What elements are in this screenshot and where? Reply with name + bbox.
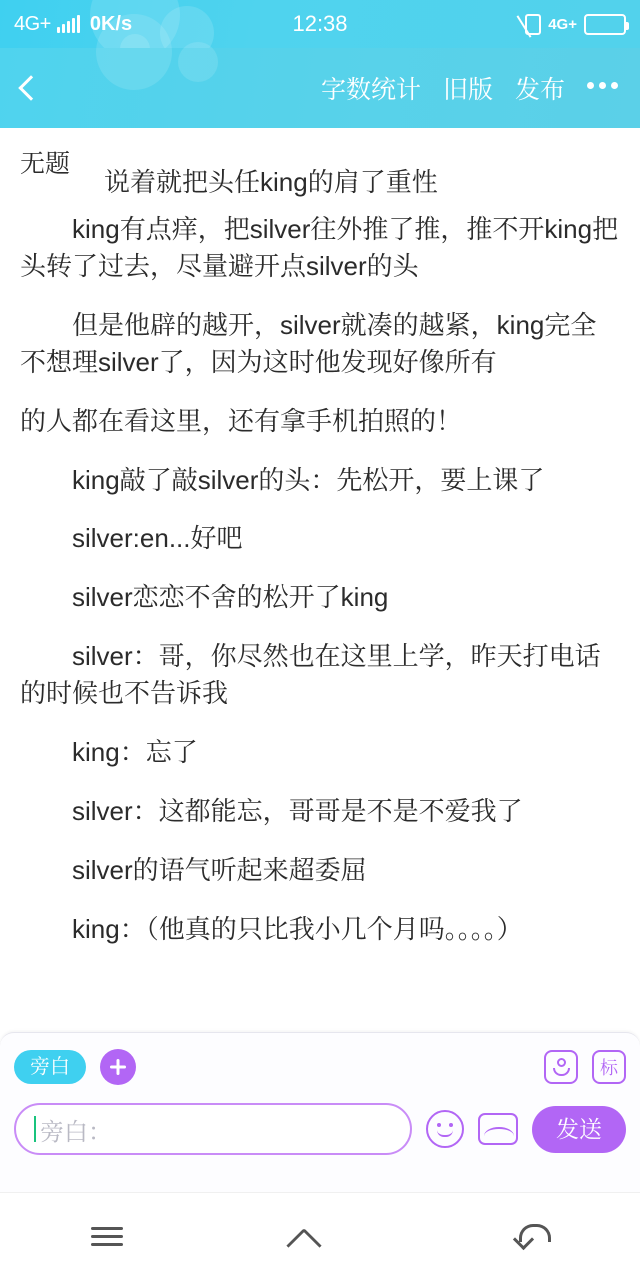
person-card-icon[interactable]: [544, 1050, 578, 1084]
paragraph: king：忘了: [72, 737, 198, 768]
send-button[interactable]: 发送: [532, 1106, 626, 1153]
document-body[interactable]: [0, 128, 640, 1016]
paragraph: silver的语气听起来超委屈: [72, 854, 367, 885]
clipped-paragraph: [20, 167, 620, 205]
clock-label: 12:38: [292, 11, 348, 36]
publish-action[interactable]: 发布: [514, 76, 565, 104]
home-icon[interactable]: [304, 1226, 334, 1248]
menu-icon[interactable]: [91, 1222, 123, 1251]
paragraph: silver：这都能忘，哥哥是不是不爱我了: [72, 795, 523, 826]
paragraph: king：（他真的只比我小几个月吗。。。。）: [72, 913, 523, 944]
editor-input-row: [14, 1103, 626, 1155]
paragraph: silver:en...好吧: [72, 523, 243, 554]
more-dots-icon[interactable]: [587, 82, 618, 95]
paragraph: silver：哥，你尽然也在这里上学，昨天打电话的时候也不告诉我: [20, 641, 601, 709]
decorative-bubble: [178, 42, 218, 82]
narration-chip[interactable]: 旁白: [14, 1050, 86, 1084]
smiley-face-icon[interactable]: [426, 1110, 464, 1148]
network-type-label: 4G+: [14, 12, 51, 35]
paragraph: 的人都在看这里，还有拿手机拍照的！: [20, 405, 463, 436]
tag-button[interactable]: 标: [592, 1050, 626, 1084]
network-speed-label: 0K/s: [89, 12, 133, 35]
network-badge-label: 4G+: [548, 15, 577, 33]
phone-mute-icon: [525, 14, 541, 35]
text-caret: [34, 1116, 36, 1142]
editor-toolbar-right: [544, 1050, 626, 1084]
back-arrow-icon[interactable]: [515, 1224, 549, 1250]
status-right-group: [525, 14, 626, 35]
app-bar-actions: [321, 70, 640, 106]
status-bar: [0, 0, 640, 48]
document-title: 无题: [20, 150, 71, 178]
old-version-action[interactable]: 旧版: [442, 76, 493, 104]
editor-toolbar-row: [14, 1043, 626, 1091]
paragraph: silver恋恋不舍的松开了king: [72, 582, 389, 613]
paragraph: 但是他辟的越开，silver就凑的越紧，king完全不想理silver了，因为这时他发现好像所有: [20, 309, 597, 377]
word-count-action[interactable]: 字数统计: [320, 76, 421, 104]
app-bar: [0, 48, 640, 128]
paragraph: king有点痒，把silver往外推了推，推不开king把头转了过去，尽量避开点silver的头: [20, 214, 619, 281]
plus-circle-icon[interactable]: [100, 1049, 136, 1085]
battery-icon: [584, 14, 626, 35]
picture-icon[interactable]: [478, 1113, 518, 1145]
editor-panel: [0, 1032, 640, 1192]
back-chevron-icon: [18, 75, 43, 100]
message-input-placeholder: 旁白：: [40, 1118, 112, 1146]
paragraph: king敲了敲silver的头：先松开，要上课了: [72, 464, 545, 495]
message-input[interactable]: [14, 1103, 412, 1155]
system-nav-bar: [0, 1192, 640, 1280]
back-button[interactable]: [0, 48, 62, 128]
clipped-paragraph-text: 说着就把头任king的肩了重性: [104, 167, 438, 197]
